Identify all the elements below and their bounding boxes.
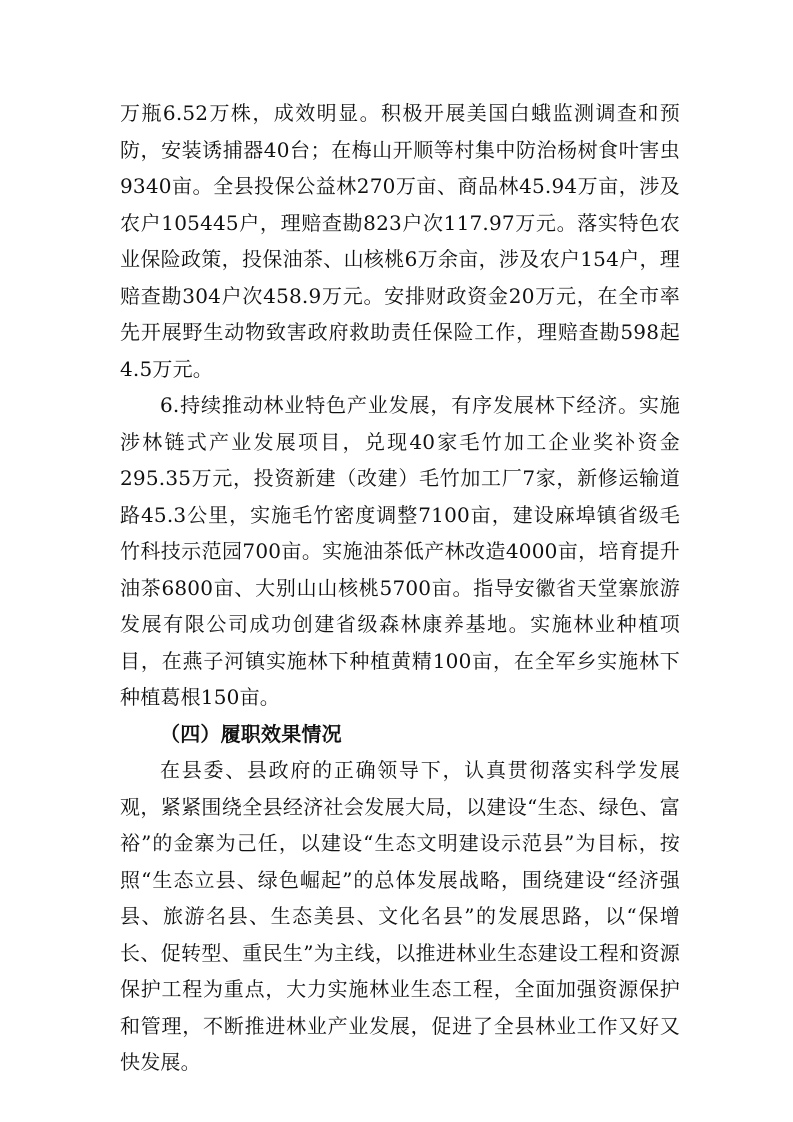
paragraph-performance-results: 在县委、县政府的正确领导下，认真贯彻落实科学发展观，紧紧围绕全县经济社会发展大局，以建设“生态、绿色、富裕”的金寨为己任，以建设“生态文明建设示范县”为目标，按照“生态立县、绿色崛起”的总体发展战略，围绕建设“经济强县、旅游名县、生态美县、文化名县”的发展思路，以“保增长、促转型、重民生”为主线，以推进林业生态建设工程和资源保护工程为重点，大力实施林业生态工程，全面加强资源保护和管理，不断推进林业产业发展，促进了全县林业工作又好又快发展。 [120,758,680,1074]
document-body [120,95,680,1081]
section-heading: （四）履职效果情况 [160,721,342,746]
paragraph-specialty-industry: 6.持续推动林业特色产业发展，有序发展林下经济。实施涉林链式产业发展项目，兑现40家毛竹加工企业奖补资金295.35万元，投资新建（改建）毛竹加工厂7家，新修运输道路45.3公里，实施毛竹密度调整7100亩，建设麻埠镇省级毛竹科技示范园700亩。实施油茶低产林改造4000亩，培育提升油茶6800亩、大别山山核桃5700亩。指导安徽省天堂寨旅游发展有限公司成功创建省级森林康养基地。实施林业种植项目，在燕子河镇实施林下种植黄精100亩，在全军乡实施林下种植葛根150亩。 [120,393,680,709]
paragraph-pest-control-insurance: 万瓶6.52万株，成效明显。积极开展美国白蛾监测调查和预防，安装诱捕器40台；在梅山开顺等村集中防治杨树食叶害虫9340亩。全县投保公益林270万亩、商品林45.94万亩，涉及农户105445户，理赔查勘823户次117.97万元。落实特色农业保险政策，投保油茶、山核桃6万余亩，涉及农户154户，理赔查勘304户次458.9万元。安排财政资金20万元，在全市率先开展野生动物致害政府救助责任保险工作，理赔查勘598起4.5万元。 [120,101,680,381]
